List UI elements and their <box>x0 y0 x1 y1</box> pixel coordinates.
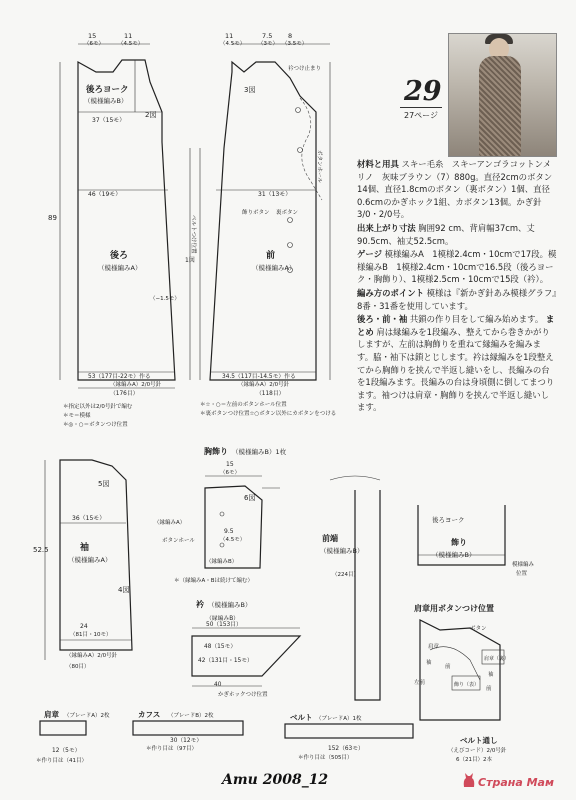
gauge-text: 模様編みA 1模様2.4cm・10cmで17段。模様編みB 1模様2.4cm・10cmで16.5段（後ろヨーク・胸飾り）、1模様2.5cm・10cmで15段（衿）。 <box>357 249 557 285</box>
collar-top-width: 50（153目） <box>206 622 242 628</box>
back-hem-sub: （176目） <box>110 391 139 397</box>
button-hole-label: ボタンホール <box>316 150 322 183</box>
front-mid-width: 31（13モ） <box>258 191 292 198</box>
belt-loop-title: ベルト通し <box>460 736 498 745</box>
front-edge-diagram <box>320 476 380 700</box>
materials-paragraph <box>357 158 557 221</box>
back-top-width2: 11 <box>124 32 133 40</box>
body-text: 共鎖の作り目をして編み始めます。 <box>409 314 544 325</box>
epaulet-width: 12（5モ） <box>52 748 81 754</box>
front-hem-sub: （118目） <box>256 391 285 397</box>
cuffs-title: カフス <box>138 710 161 719</box>
fig2-label: 2図 <box>145 111 157 119</box>
coat-shape <box>479 56 521 156</box>
chest-piece-stitch: （模様編みB）1枚 <box>232 448 287 456</box>
front-top-width-count: （4.5モ） <box>220 41 246 47</box>
size-text: 胸囲92 cm、背肩幅37cm、丈90.5cm、袖丈52.5cm。 <box>357 222 535 246</box>
back-height: 89 <box>48 214 57 222</box>
belt-width: 152（63モ） <box>328 746 364 752</box>
fig3-label: 3図 <box>244 86 256 94</box>
chest-mid-count: （4.5モ） <box>220 537 246 543</box>
back-yoke-width: 37（15モ） <box>92 117 126 124</box>
epaulet-title: 肩章 <box>44 710 59 719</box>
points-label: 編み方のポイント <box>357 287 424 298</box>
body-label: 後ろ・前・袖 <box>357 314 408 325</box>
decoration-stitch: （模様編みB） <box>432 551 476 559</box>
chest-top-count: （6モ） <box>220 470 240 476</box>
cuffs-braid-diagram <box>133 710 243 752</box>
front-top-width: 11 <box>225 32 234 40</box>
collar-diagram <box>192 599 300 698</box>
finish-label: まとめ <box>357 314 555 337</box>
epaulet-left-front: 左前 <box>414 680 426 686</box>
collar-low-width: 42（131目・15モ） <box>198 658 253 664</box>
epaulet-button-label: ボタン <box>470 626 487 632</box>
number-underline <box>400 107 442 108</box>
epaulet-sleeve-r: 袖 <box>488 672 494 678</box>
sleeve-hem-sub: （80目） <box>66 664 90 670</box>
decor-button-label: 飾りボタン <box>242 210 270 216</box>
pattern-number: 29 <box>404 76 442 107</box>
sleeve-hem-count: （81目・10モ） <box>70 632 112 638</box>
watermark-cat-icon <box>462 772 476 788</box>
front-needle: （縁編みA）2/0号針 <box>238 382 290 388</box>
page-reference: 27ページ <box>404 111 439 120</box>
materials-text: スキー毛糸 スキーアンゴラコットンメリノ 灰味ブラウン（7）880g。直径2cmのボタン14個、直径1.8cmのボタン（裏ボタン）1個、直径0.6cmのかぎホック1組、カボタン13個。かぎ針3/0・2/0号。 <box>357 159 553 220</box>
instructions <box>357 158 557 415</box>
sleeve-needle: （縁編みA）2/0号針 <box>66 653 118 659</box>
epaulet-front-label: 前 <box>445 664 451 670</box>
points-paragraph <box>357 287 557 312</box>
watermark-text: Страна Мам <box>478 776 554 789</box>
front-top-width3-count: （3.5モ） <box>282 41 308 47</box>
sleeve-diagram <box>33 460 132 670</box>
belt-made: ＊作り目は（505目） <box>298 755 353 761</box>
belt-pos-label: ベルトつけ位置 <box>190 215 196 254</box>
note-buttonhole: ＊☆・○＝左前のボタンホール位置 <box>200 402 287 408</box>
back-button-label: 裏ボタン <box>276 210 299 216</box>
back-needle: （縁編みA）2/0号針 <box>110 382 162 388</box>
epaulet-made: ＊作り目は（41目） <box>36 758 87 764</box>
epaulet-decoration-label: 飾り（表） <box>454 682 480 688</box>
epaulet-braid-diagram <box>36 709 110 764</box>
sleeve-height: 52.5 <box>33 546 49 554</box>
cuffs-made: ＊作り目は（97目） <box>146 746 197 752</box>
gauge-label: ゲージ <box>357 249 382 260</box>
chest-piece-title: 胸飾り <box>204 447 228 456</box>
decoration-yoke-label: 後ろヨーク <box>432 516 465 524</box>
front-title: 前 <box>266 251 276 261</box>
front-top-width2-count: （3モ） <box>258 41 278 47</box>
belt-loop-diagram <box>448 735 507 763</box>
back-title: 後ろ <box>110 251 129 261</box>
belt-loop-cord: （えびコード）2/0号針 <box>448 748 507 754</box>
back-yoke-title: 後ろヨーク <box>86 85 129 95</box>
epaulet-front-r: 前 <box>486 686 492 692</box>
epaulet-button-diagram <box>414 603 509 720</box>
belt-loop-count: 6（21目）2本 <box>456 757 492 763</box>
collar-border-b: （縁編みB） <box>206 616 239 622</box>
back-mid-width: 46（19モ） <box>88 191 122 198</box>
note-pattern: ＊モ＝模様 <box>63 413 91 419</box>
collar-stitch: （模様編みB） <box>208 601 252 609</box>
fig6-label: 6図 <box>244 494 256 502</box>
chest-buttonhole: ボタンホール <box>162 538 195 544</box>
size-label: 出来上がり寸法 <box>357 222 416 233</box>
decoration-diagram <box>418 505 535 577</box>
belt-braid-diagram <box>285 713 413 761</box>
note-back-button: ＊裏ボタンつけ位置☆○ボタン以外にカボタンをつける <box>200 411 337 417</box>
magazine-footer: Amu 2008_12 <box>222 772 329 788</box>
front-piece-diagram <box>200 32 336 417</box>
epaulet-shoulder-label: 肩章 <box>428 644 440 650</box>
fig5-label: 5図 <box>98 480 110 488</box>
front-edge-height: （224目） <box>332 572 359 578</box>
gauge-paragraph <box>357 248 557 286</box>
back-top-width: 15 <box>88 32 97 40</box>
collar-mid-width: 48（15モ） <box>204 644 237 650</box>
cuffs-width: 30（12モ） <box>170 738 203 744</box>
belt-title: ベルト <box>290 713 313 722</box>
back-hem-mark: （−1.5モ） <box>150 296 180 302</box>
back-yoke-stitch: （模様編みB） <box>84 97 128 105</box>
epaulet-braid: （ブレードA）2枚 <box>64 713 110 719</box>
fig1-label: 1図 <box>185 257 195 264</box>
size-paragraph <box>357 222 557 247</box>
note-needle: ＊指定以外は2/0号針で編む <box>63 404 133 410</box>
back-piece-diagram <box>48 32 180 428</box>
chest-border-a: （縁編みA） <box>154 520 186 526</box>
collar-title: 衿 <box>196 600 204 609</box>
front-hem-width: 34.5（117目-14.5モ）作る <box>222 374 296 380</box>
chest-note: ＊（縁編みA・Bは続けて編む） <box>174 578 254 584</box>
front-stitch: （模様編みA） <box>252 264 296 272</box>
collar-stop-label: 衿つけ止まり <box>288 66 322 72</box>
sleeve-title: 袖 <box>80 543 90 553</box>
back-stitch: （模様編みA） <box>98 264 142 272</box>
body-paragraph <box>357 313 557 414</box>
decoration-pattern-pos: 模様編み <box>512 562 535 568</box>
note-button-pos: ＊◎・○＝ボタンつけ位置 <box>63 422 128 428</box>
front-edge-stitch: （模様編みB） <box>320 547 364 555</box>
chest-top-width: 15 <box>226 461 234 468</box>
model-photo <box>448 33 557 157</box>
chest-piece-diagram <box>154 446 287 584</box>
sleeve-top-width: 36（15モ） <box>72 515 106 522</box>
decoration-title: 飾り <box>451 538 467 547</box>
cuffs-braid: （ブレードB）2枚 <box>168 713 214 719</box>
epaulet-back-label: 肩章（裏） <box>484 656 510 662</box>
decoration-pattern-pos2: 位置 <box>516 571 528 577</box>
sleeve-stitch: （模様編みA） <box>68 556 112 564</box>
collar-hook-pos: かぎホックつけ位置 <box>218 692 268 698</box>
epaulet-button-title: 肩章用ボタンつけ位置 <box>414 604 494 613</box>
collar-bottom-width: 40 <box>214 682 222 688</box>
front-edge-title: 前端 <box>322 534 338 543</box>
front-top-width3: 8 <box>288 32 293 40</box>
back-top-width-count: （6モ） <box>84 41 104 47</box>
belt-position-marker <box>185 148 200 380</box>
back-top-width2-count: （4.5モ） <box>118 41 144 47</box>
chest-mid-width: 9.5 <box>224 528 234 535</box>
front-top-width2: 7.5 <box>262 32 273 40</box>
materials-label: 材料と用具 <box>357 159 399 169</box>
points-text: 模様は『新かぎ針あみ模様グラフ』8番・31番を使用しています。 <box>357 287 557 311</box>
fig4-label: 4図 <box>118 586 130 594</box>
epaulet-sleeve-label: 袖 <box>426 660 432 666</box>
chest-border-b: （縁編みB） <box>206 559 238 565</box>
sleeve-hem-width: 24 <box>80 623 88 630</box>
belt-braid: （ブレードA）1枚 <box>316 716 362 722</box>
finish-text: 肩は縁編みを1段編み、整えてから巻きかがりしますが、左前は胸飾りを重ねて縁編みを編みます。脇・袖下は鎖とじします。衿は縁編みを1段整えてから胸飾りを挟んで半返し縫いをし、長編みの台を1段編みます。長編みの台は身頃側に倒してまつります。袖つけは肩章・胸飾りを挟んで半返し縫いします。 <box>357 326 555 413</box>
back-hem-width: 53（177目-22モ）作る <box>88 374 151 380</box>
